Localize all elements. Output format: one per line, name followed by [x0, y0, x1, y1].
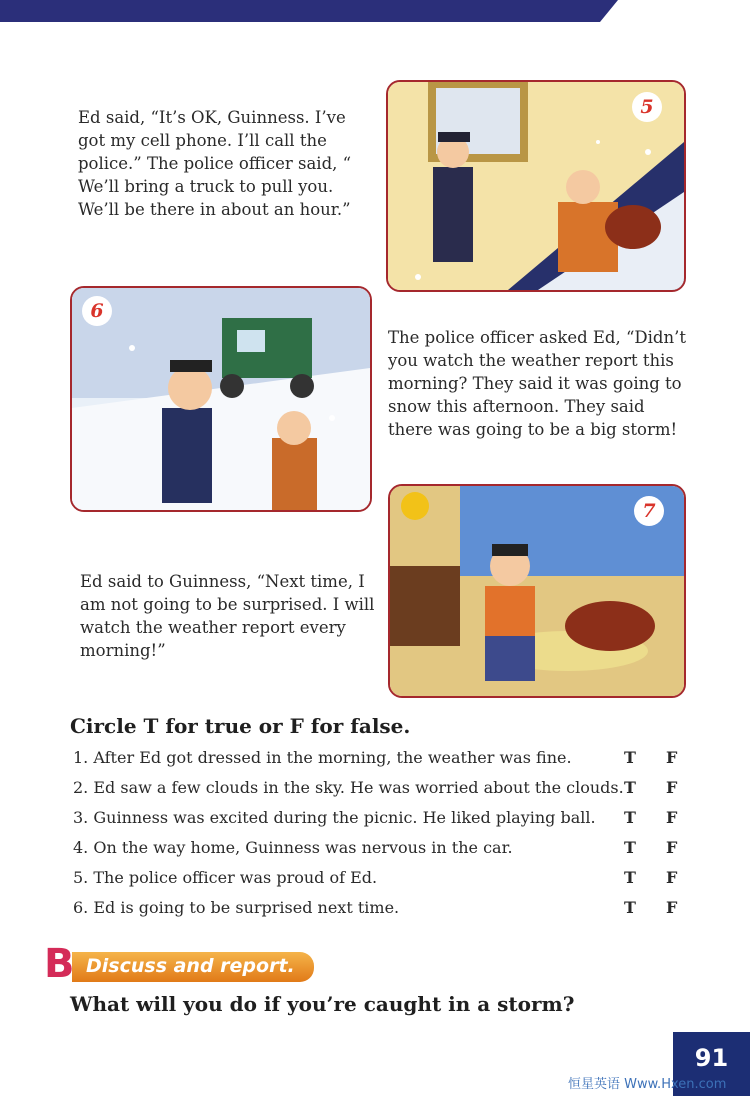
question-2: 2. Ed saw a few clouds in the sky. He was worried about the clouds. [73, 778, 624, 797]
false-option-2[interactable]: F [666, 778, 678, 797]
false-option-4[interactable]: F [666, 838, 678, 857]
panel-number-5: 5 [632, 92, 662, 122]
section-b-letter: B [44, 941, 75, 987]
false-option-3[interactable]: F [666, 808, 678, 827]
section-b-heading: Discuss and report. [86, 955, 295, 977]
section-b-banner [72, 952, 314, 982]
illustration-panel-5 [386, 80, 686, 292]
false-option-6[interactable]: F [666, 898, 678, 917]
story-text-7: Ed said to Guinness, “Next time, I am not going to be surprised. I will watch the weather report every morning!” [80, 572, 375, 660]
story-text-5: Ed said, “It’s OK, Guinness. I’ve got my cell phone. I’ll call the police.” The police officer said, “ We’ll bring a truck to pull you. We’ll be there in about an hour.” [78, 108, 352, 219]
true-option-2[interactable]: T [624, 778, 636, 797]
question-6: 6. Ed is going to be surprised next time. [73, 898, 400, 917]
illustration-panel-6 [70, 286, 372, 512]
question-5: 5. The police officer was proud of Ed. [73, 868, 378, 887]
exercise-title: Circle T for true or F for false. [70, 714, 411, 738]
snow-road-illustration [72, 288, 370, 510]
story-text-6: The police officer asked Ed, “Didn’t you watch the weather report this morning? They said it was going to snow this afternoon. They said there was going to be a big storm! [388, 328, 686, 439]
discussion-question: What will you do if you’re caught in a storm? [70, 992, 575, 1016]
panel-number-6: 6 [82, 296, 112, 326]
true-option-5[interactable]: T [624, 868, 636, 887]
true-option-3[interactable]: T [624, 808, 636, 827]
true-option-1[interactable]: T [624, 748, 636, 767]
question-3: 3. Guinness was excited during the picnic. He liked playing ball. [73, 808, 596, 827]
true-option-6[interactable]: T [624, 898, 636, 917]
site-watermark: 恒星英语 Www.Hxen.com [568, 1077, 727, 1092]
illustration-panel-7 [388, 484, 686, 698]
header-bar [0, 0, 600, 22]
page-number: 91 [673, 1032, 750, 1096]
panel-number-7: 7 [634, 496, 664, 526]
false-option-5[interactable]: F [666, 868, 678, 887]
question-1: 1. After Ed got dressed in the morning, the weather was fine. [73, 748, 572, 767]
question-4: 4. On the way home, Guinness was nervous in the car. [73, 838, 513, 857]
false-option-1[interactable]: F [666, 748, 678, 767]
true-option-4[interactable]: T [624, 838, 636, 857]
